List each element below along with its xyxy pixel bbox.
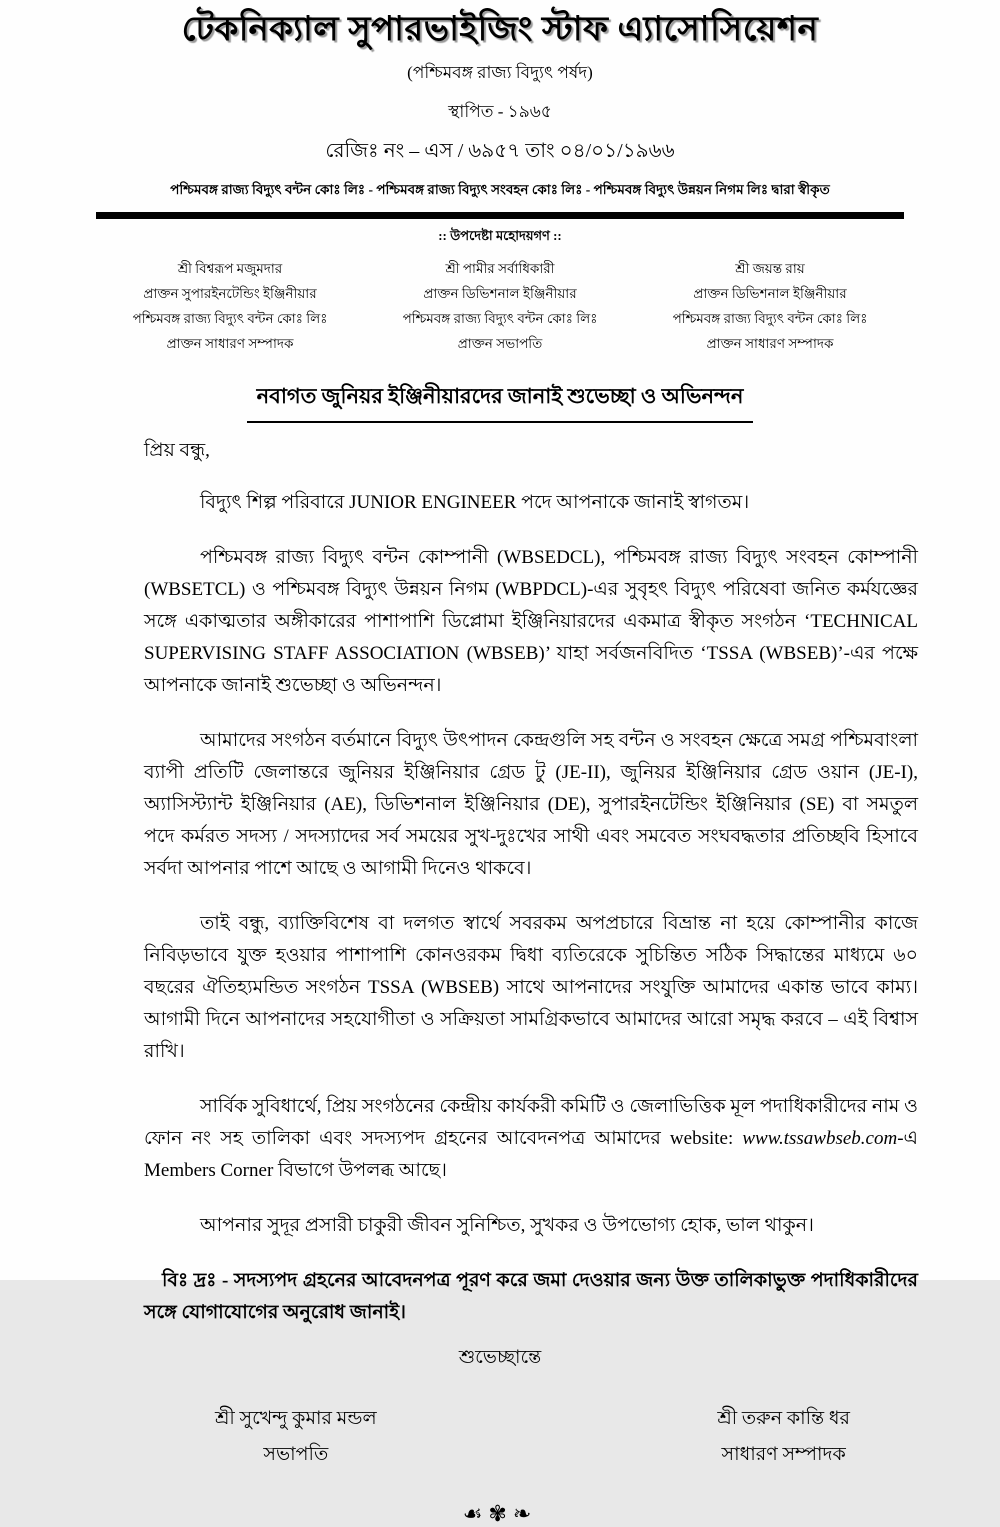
advisor-company: পশ্চিমবঙ্গ রাজ্য বিদ্যুৎ বন্টন কোঃ লিঃ [132,310,328,326]
letter-title: নবাগত জুনিয়র ইঞ্জিনীয়ারদের জানাই শুভেচ্ছা ও অভিনন্দন [247,380,754,423]
advisor-1 [95,256,365,356]
advisor-post: প্রাক্তন সাধারণ সম্পাদক [166,335,294,351]
horizontal-rule [96,212,904,219]
advisor-3 [635,256,905,356]
floral-left-icon: ☙ [462,1500,489,1526]
recognition-line: পশ্চিমবঙ্গ রাজ্য বিদ্যুৎ বন্টন কোঃ লিঃ - পশ্চিমবঙ্গ রাজ্য বিদ্যুৎ সংবহন কোঃ লিঃ - পশ্চিমবঙ্গ বিদ্যুৎ উন্নয়ন নিগম লিঃ দ্বারা স্বীকৃত [170,181,830,197]
paragraph-organization: আমাদের সংগঠন বর্তমানে বিদ্যুৎ উৎপাদন কেন্দ্রগুলি সহ বন্টন ও সংবহন ক্ষেত্রে সমগ্র পশ্চিমবাংলা ব্যাপী প্রতিটি জেলান্তরে জুনিয়র ইঞ্জিনিয়ার গ্রেড টু (JE-II), জুনিয়র ইঞ্জিনিয়ার গ্রেড ওয়ান (JE-I), অ্যাসিস্ট্যান্ট ইঞ্জিনিয়ার (AE), ডিভিশনাল ইঞ্জিনিয়ার (DE), সুপারইনটেন্ডিং ইঞ্জিনিয়ার (SE) বা সমতুল পদে কর্মরত সদস্য / সদস্যাদের সর্ব সময়ের সুখ-দুঃখের সাথী এবং সমবেত সংঘবদ্ধতার প্রতিচ্ছবি হিসাবে সর্বদা আপনার পাশে আছে ও আগামী দিনেও থাকবে। [144,729,918,879]
advisors-heading: :: উপদেষ্টা মহোদয়গণ :: [438,227,562,243]
advisor-company: পশ্চিমবঙ্গ রাজ্য বিদ্যুৎ বন্টন কোঃ লিঃ [672,310,868,326]
floral-ornament [0,1501,1000,1527]
established-year: স্থাপিত - ১৯৬৫ [448,101,552,121]
signature-title: সাধারণ সম্পাদক [721,1443,846,1465]
advisor-name: শ্রী পামীর সর্বাধিকারী [445,260,555,276]
signature-general-secretary [717,1401,850,1473]
advisor-2 [365,256,635,356]
website-url: www.tssawbseb.com [742,1127,898,1149]
closing-line: শুভেচ্ছান্তে [458,1346,542,1368]
advisors-section [95,227,905,356]
paragraph-wishes: আপনার সুদূর প্রসারী চাকুরী জীবন সুনিশ্চিত, সুখকর ও উপভোগ্য হোক, ভাল থাকুন। [200,1214,814,1236]
signature-name: শ্রী তরুন কান্তি ধর [717,1407,850,1429]
signature-president [215,1401,377,1473]
advisor-designation: প্রাক্তন ডিভিশনাল ইঞ্জিনীয়ার [423,285,577,301]
flower-icon: ✾ [488,1500,513,1526]
registration-number: রেজিঃ নং – এস / ৬৯৫৭ তাং ০৪/০১/১৯৬৬ [325,139,675,162]
advisor-name: শ্রী বিশ্বরূপ মজুমদার [177,260,283,276]
paragraph-nb: বিঃ দ্রঃ - সদস্যপদ গ্রহনের আবেদনপত্র পূরণ করে জমা দেওয়ার জন্য উক্ত তালিকাভুক্ত পদাধিকারীদের সঙ্গে যোগাযোগের অনুরোধ জানাই। [144,1269,918,1323]
paragraph-companies: পশ্চিমবঙ্গ রাজ্য বিদ্যুৎ বন্টন কোম্পানী (WBSEDCL), পশ্চিমবঙ্গ রাজ্য বিদ্যুৎ সংবহন কোম্পানী (WBSETCL) ও পশ্চিমবঙ্গ বিদ্যুৎ উন্নয়ন নিগম (WBPDCL)-এর সুবৃহৎ বিদ্যুৎ পরিষেবা জনিত কর্মযজ্ঞের সঙ্গে একাত্মতার অঙ্গীকারের পাশাপাশি ডিপ্লোমা ইঞ্জিনিয়ারদের একমাত্র স্বীকৃত সংগঠন ‘TECHNICAL SUPERVISING STAFF ASSOCIATION (WBSEB)’ যাহা সর্বজনবিদিত ‘TSSA (WBSEB)’-এর পক্ষে আপনাকে জানাই শুভেচ্ছা ও অভিনন্দন। [144,546,918,696]
letter-body [144,435,918,1329]
organization-title: টেকনিক্যাল সুপারভাইজিং স্টাফ এ্যাসোসিয়েশন [181,11,819,48]
advisor-company: পশ্চিমবঙ্গ রাজ্য বিদ্যুৎ বন্টন কোঃ লিঃ [402,310,598,326]
paragraph-appeal: তাই বন্ধু, ব্যাক্তিবিশেষ বা দলগত স্বার্থে সবরকম অপপ্রচারে বিভ্রান্ত না হয়ে কোম্পানীর কাজে নিবিড়ভাবে যুক্ত হওয়ার পাশাপাশি কোনওরকম দ্বিধা ব্যতিরেকে সুচিন্তিত সঠিক সিদ্ধান্তের মাধ্যমে ৬০ বছরের ঐতিহ্যমন্ডিত সংগঠন TSSA (WBSEB) সাথে আপনাদের সংযুক্তি আমাদের একান্ত ভাবে কাম্য। আগামী দিনে আপনাদের সহযোগীতা ও সক্রিয়তা সামগ্রিকভাবে আমাদের আরো সমৃদ্ধ করবে – এই বিশ্বাস রাখি। [144,912,918,1062]
advisor-name: শ্রী জয়ন্ত রায় [735,260,805,276]
salutation: প্রিয় বন্ধু, [144,439,210,461]
floral-right-icon: ❧ [512,1500,538,1526]
advisor-designation: প্রাক্তন ডিভিশনাল ইঞ্জিনীয়ার [693,285,847,301]
letter-title-wrap [0,380,1000,423]
paragraph-website [144,1091,918,1187]
advisor-post: প্রাক্তন সাধারণ সম্পাদক [706,335,834,351]
signature-title: সভাপতি [263,1443,329,1465]
paragraph-website-after: -এ Members Corner বিভাগে উপলব্ধ আছে। [144,1127,918,1181]
paragraph-welcome: বিদ্যুৎ শিল্প পরিবারে JUNIOR ENGINEER পদে আপনাকে জানাই স্বাগতম। [200,491,750,513]
advisor-designation: প্রাক্তন সুপারইনটেন্ডিং ইঞ্জিনীয়ার [143,285,317,301]
letterhead [0,0,1000,202]
advisors-row [95,256,905,356]
signature-row [215,1401,850,1473]
advisor-post: প্রাক্তন সভাপতি [457,335,543,351]
paragraph-website-before: সার্বিক সুবিধার্থে, প্রিয় সংগঠনের কেন্দ্রীয় কার্যকরী কমিটি ও জেলাভিত্তিক মূল পদাধিকারীদের নাম ও ফোন নং সহ তালিকা এবং সদস্যপদ গ্রহনের আবেদনপত্র আমাদের website: [144,1095,918,1149]
organization-subtitle: (পশ্চিমবঙ্গ রাজ্য বিদ্যুৎ পর্ষদ) [407,62,593,82]
signature-name: শ্রী সুখেন্দু কুমার মন্ডল [215,1407,377,1429]
